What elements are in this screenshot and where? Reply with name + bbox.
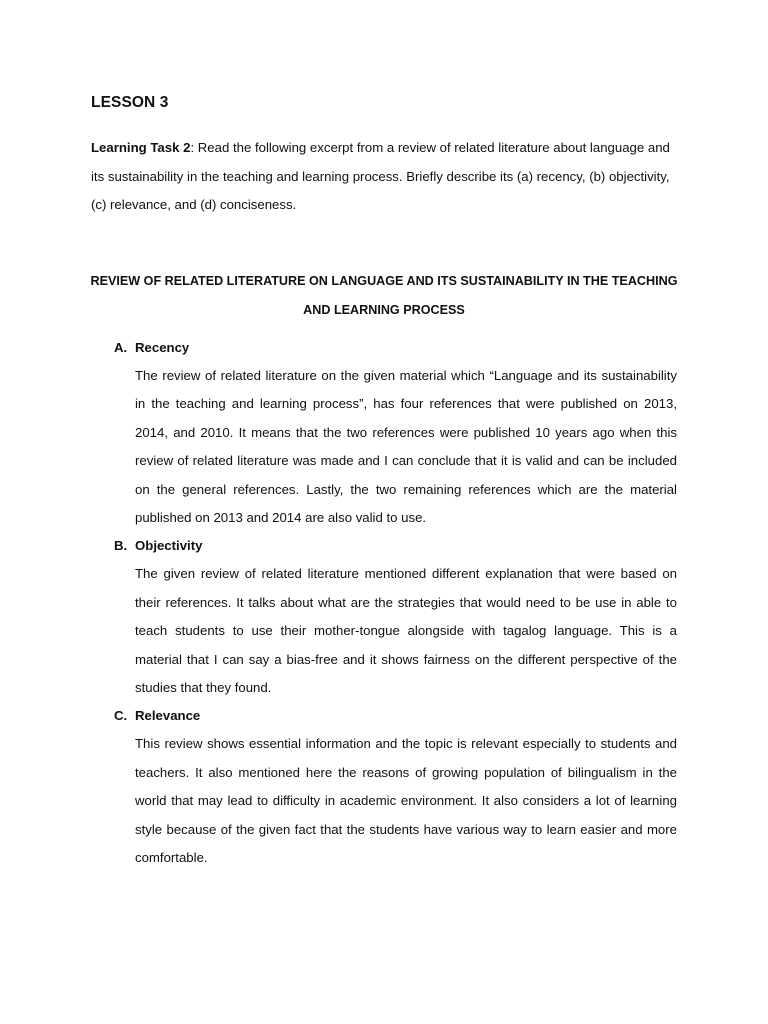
learning-task-text: : Read the following excerpt from a review of related literature about language and its sustainability in the teaching and learning process. Briefly describe its (a) recency, (b) objectivity, (c) relevance, and (d) conciseness. bbox=[91, 140, 670, 213]
lesson-title: LESSON 3 bbox=[91, 94, 169, 111]
section-body: This review shows essential information and the topic is relevant especially to students and teachers. It also mentioned here the reasons of growing population of bilingualism in the world that may lead to difficulty in academic environment. It also considers a lot of learning style because of the given fact that the students have various way to learn easier and more comfortable. bbox=[135, 736, 677, 866]
section-recency bbox=[114, 334, 677, 532]
section-marker: B. bbox=[114, 538, 128, 554]
section-title: Objectivity bbox=[135, 538, 203, 554]
section-heading bbox=[114, 532, 677, 560]
section-title: Relevance bbox=[135, 708, 201, 724]
section-heading bbox=[114, 702, 677, 730]
learning-task-paragraph bbox=[91, 134, 671, 220]
section-body: The given review of related literature mentioned different explanation that were based on their references. It talks about what are the strategies that would need to be use in able to teach students to use their mother-tongue alongside with tagalog language. This is a material that I can say a bias-free and it shows fairness on the different perspective of the studies that they found. bbox=[135, 566, 677, 696]
review-heading: REVIEW OF RELATED LITERATURE ON LANGUAGE AND ITS SUSTAINABILITY IN THE TEACHING AND LEARNING PROCESS bbox=[90, 274, 678, 317]
section-heading bbox=[114, 334, 677, 362]
learning-task-label: Learning Task 2 bbox=[91, 140, 191, 155]
section-marker: A. bbox=[114, 340, 128, 355]
section-title: Recency bbox=[135, 340, 190, 355]
section-body: The review of related literature on the given material which “Language and its sustainability in the teaching and learning process”, has four references that were published on 2013, 2014, and 2010. It means that the two references were published 10 years ago when this review of related literature was made and I can conclude that it is valid and can be included on the general references. Lastly, the two remaining references which are the material published on 2013 and 2014 are also valid to use. bbox=[135, 368, 677, 526]
section-relevance bbox=[114, 702, 677, 872]
section-marker: C. bbox=[114, 708, 128, 724]
review-sections bbox=[114, 334, 677, 873]
section-objectivity bbox=[114, 532, 677, 702]
